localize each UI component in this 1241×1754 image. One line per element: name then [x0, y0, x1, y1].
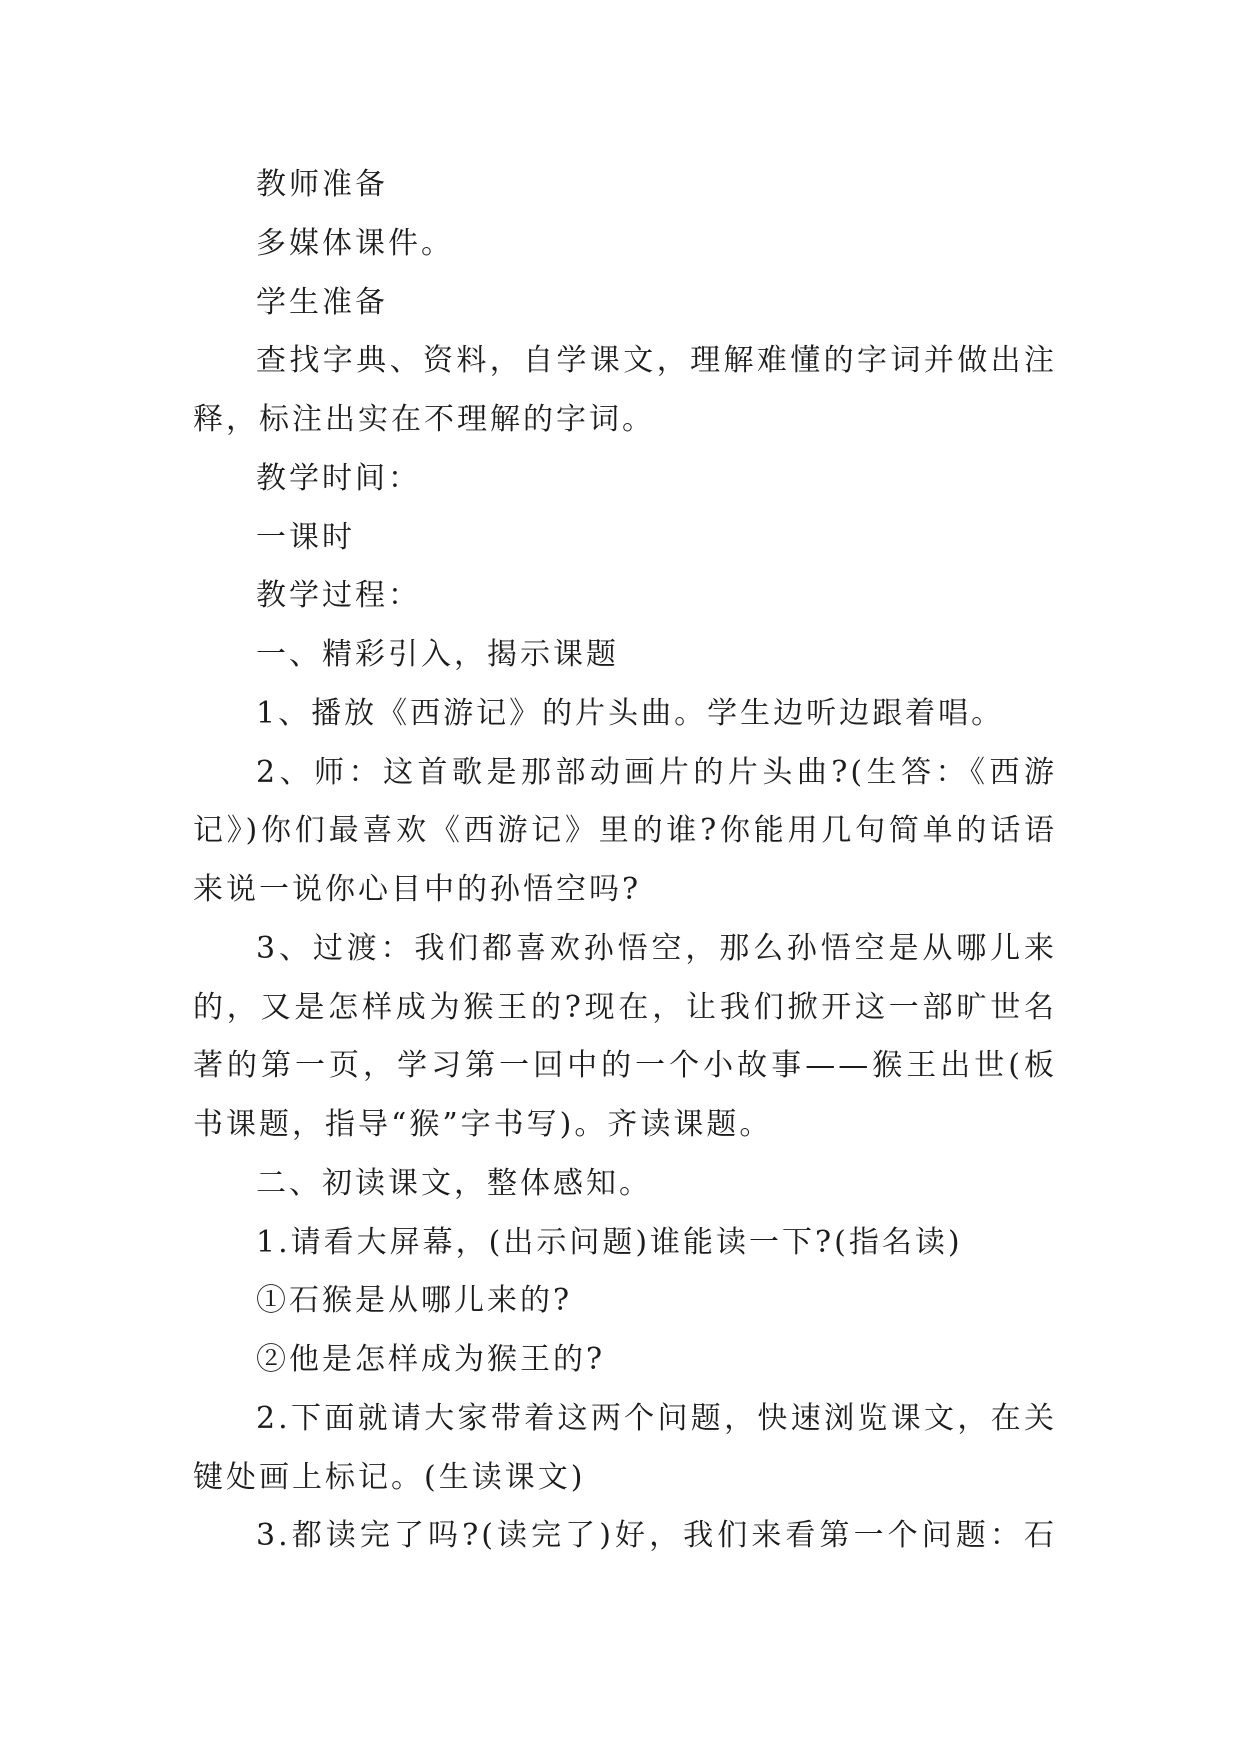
paragraph — [193, 920, 1057, 1155]
paragraph — [193, 509, 1057, 568]
text-line: 的，又是怎样成为猴王的?现在，让我们掀开这一部旷世名 — [193, 989, 1057, 1025]
text-line: 1.请看大屏幕，(出示问题)谁能读一下?(指名读) — [256, 1224, 963, 1260]
paragraph — [193, 450, 1057, 509]
paragraph — [193, 626, 1057, 685]
text-line: 学生准备 — [256, 284, 388, 320]
paragraph — [193, 1272, 1057, 1331]
text-line: 一课时 — [256, 519, 355, 555]
text-line: 教学过程： — [256, 578, 421, 614]
text-line: 释，标注出实在不理解的字词。 — [193, 402, 655, 437]
paragraph — [193, 156, 1057, 215]
text-line: ②他是怎样成为猴王的? — [256, 1342, 606, 1377]
text-line: 2、师：这首歌是那部动画片的片头曲?(生答：《西游 — [256, 754, 1057, 790]
text-line: 键处画上标记。(生读课文) — [193, 1459, 586, 1495]
text-line: 查找字典、资料，自学课文，理解难懂的字词并做出注 — [256, 343, 1057, 379]
text-line: 教学时间： — [256, 460, 421, 496]
paragraph — [193, 1155, 1057, 1214]
paragraph — [193, 744, 1057, 920]
paragraph — [193, 1331, 1057, 1390]
text-line: 记》)你们最喜欢《西游记》里的谁?你能用几句简单的话语 — [193, 813, 1057, 849]
text-line: 3.都读完了吗?(读完了)好，我们来看第一个问题：石 — [256, 1518, 1057, 1554]
text-line: 书课题，指导“猴”字书写)。齐读课题。 — [193, 1107, 773, 1142]
text-line: 来说一说你心目中的孙悟空吗? — [193, 872, 642, 907]
text-line: 3、过渡：我们都喜欢孙悟空，那么孙悟空是从哪儿来 — [256, 930, 1057, 966]
text-line: 多媒体课件。 — [256, 225, 454, 261]
text-line: 教师准备 — [256, 167, 388, 202]
text-line: ①石猴是从哪儿来的? — [256, 1283, 573, 1319]
text-line: 著的第一页，学习第一回中的一个小故事——猴王出世(板 — [193, 1048, 1057, 1084]
paragraph — [193, 567, 1057, 626]
paragraph — [193, 685, 1057, 744]
text-line: 2.下面就请大家带着这两个问题，快速浏览课文，在关 — [256, 1400, 1057, 1436]
text-line: 一、精彩引入，揭示课题 — [256, 637, 619, 672]
paragraph — [193, 215, 1057, 274]
paragraph — [193, 332, 1057, 450]
paragraph — [193, 1214, 1057, 1273]
paragraph — [193, 274, 1057, 333]
text-line: 二、初读课文，整体感知。 — [256, 1165, 652, 1201]
text-line: 1、播放《西游记》的片头曲。学生边听边跟着唱。 — [256, 695, 1005, 731]
paragraph — [193, 1390, 1057, 1508]
paragraph — [193, 1507, 1057, 1566]
document-body — [193, 156, 1057, 1566]
